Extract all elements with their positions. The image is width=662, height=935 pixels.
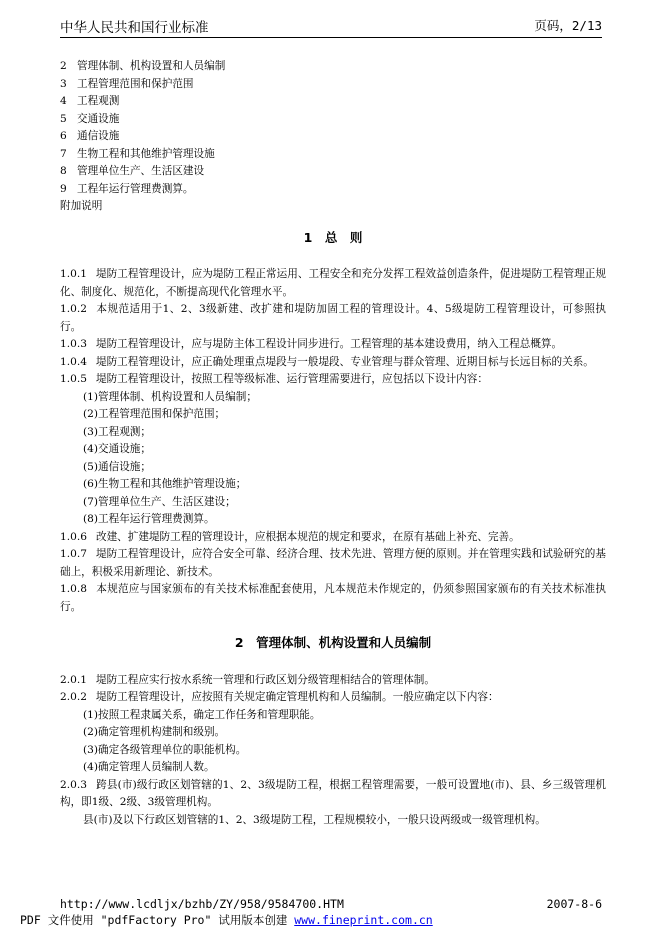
list-item: (8)工程年运行管理费测算。 <box>83 513 215 525</box>
clause-1-0-8: 1.0.8 本规范应与国家颁布的有关技术标准配套使用，凡本规范未作规定的，仍须参照国家颁布的有关技术标准执行。 <box>60 583 606 613</box>
footer-date: 2007-8-6 <box>546 897 602 911</box>
section-1-title: 1 总 则 <box>303 229 363 245</box>
toc-list <box>60 58 606 216</box>
clause-2-0-3-continued: 县(市)及以下行政区划管辖的1、2、3级堤防工程，工程规模较小，一般只设两级或一级管理机构。 <box>83 813 546 826</box>
list-item: (2)确定管理机构建制和级别。 <box>83 726 226 738</box>
clause-2-0-2: 2.0.2 堤防工程管理设计，应按照有关规定确定管理机构和人员编制。一般应确定以下内容： <box>60 691 499 703</box>
clause-1-0-2: 1.0.2 本规范适用于1、2、3级新建、改扩建和堤防加固工程的管理设计。4、5级堤防工程管理设计，可参照执行。 <box>60 303 606 333</box>
section-2-title: 2 管理体制、机构设置和人员编制 <box>234 635 432 650</box>
list-item: (2)工程管理范围和保护范围； <box>83 408 226 420</box>
pdf-notice-text: PDF 文件使用 "pdfFactory Pro" 试用版本创建 <box>20 913 295 927</box>
header-rule <box>60 37 602 38</box>
header-title: 中华人民共和国行业标准 <box>60 20 209 36</box>
toc-item: 3 工程管理范围和保护范围 <box>60 77 194 90</box>
list-item: (4)交通设施； <box>83 443 151 455</box>
clause-2-0-1: 2.0.1 堤防工程应实行按水系统一管理和行政区划分级管理相结合的管理体制。 <box>60 673 435 686</box>
pdf-notice <box>20 912 433 928</box>
toc-item: 4 工程观测 <box>60 95 120 107</box>
document-body <box>60 58 606 829</box>
clause-1-0-6: 1.0.6 改建、扩建堤防工程的管理设计，应根据本规范的规定和要求，在原有基础上补充、完善。 <box>60 530 520 543</box>
toc-appendix: 附加说明 <box>60 200 103 212</box>
toc-item: 7 生物工程和其他维护管理设施 <box>60 147 215 160</box>
toc-item: 8 管理单位生产、生活区建设 <box>60 165 205 177</box>
list-item: (3)确定各级管理单位的职能机构。 <box>83 743 247 756</box>
list-item: (4)确定管理人员编制人数。 <box>83 761 215 773</box>
page-number: 页码，2/13 <box>534 18 602 33</box>
toc-item: 9 工程年运行管理费测算。 <box>60 182 194 195</box>
list-item: (1)按照工程隶属关系，确定工作任务和管理职能。 <box>83 708 321 721</box>
page-footer <box>60 897 602 911</box>
clause-1-0-3: 1.0.3 堤防工程管理设计，应与堤防主体工程设计同步进行。工程管理的基本建设费用，纳入工程总概算。 <box>60 338 563 350</box>
list-item: (1)管理体制、机构设置和人员编制； <box>83 390 257 403</box>
pdf-notice-link[interactable]: www.fineprint.com.cn <box>294 913 433 927</box>
clause-1-0-5: 1.0.5 堤防工程管理设计，按照工程等级标准、运行管理需要进行，应包括以下设计内容： <box>60 373 488 385</box>
toc-item: 5 交通设施 <box>60 112 120 125</box>
list-item: (7)管理单位生产、生活区建设； <box>83 495 236 508</box>
toc-item: 6 通信设施 <box>60 130 120 142</box>
clause-1-0-1: 1.0.1 堤防工程管理设计，应为堤防工程正常运用、工程安全和充分发挥工程效益创造条件，促进堤防工程管理正规化、制度化、规范化，不断提高现代化管理水平。 <box>60 268 606 298</box>
toc-item: 2 管理体制、机构设置和人员编制 <box>60 60 226 72</box>
clause-1-0-7: 1.0.7 堤防工程管理设计，应符合安全可靠、经济合理、技术先进、管理方便的原则。并在管理实践和试验研究的基础上，积极采用新理论、新技术。 <box>60 548 606 578</box>
footer-url: http://www.lcdljx/bzhb/ZY/958/9584700.HTM <box>60 897 344 911</box>
list-item: (5)通信设施； <box>83 460 151 473</box>
list-item: (6)生物工程和其他维护管理设施； <box>83 478 247 490</box>
clause-1-0-4: 1.0.4 堤防工程管理设计，应正确处理重点堤段与一般堤段、专业管理与群众管理、近期目标与长远目标的关系。 <box>60 355 594 368</box>
list-item: (3)工程观测； <box>83 425 151 438</box>
clause-2-0-3: 2.0.3 跨县(市)级行政区划管辖的1、2、3级堤防工程，根据工程管理需要，一般可设置地(市)、县、乡三级管理机构，即1级、2级、3级管理机构。 <box>60 778 606 808</box>
